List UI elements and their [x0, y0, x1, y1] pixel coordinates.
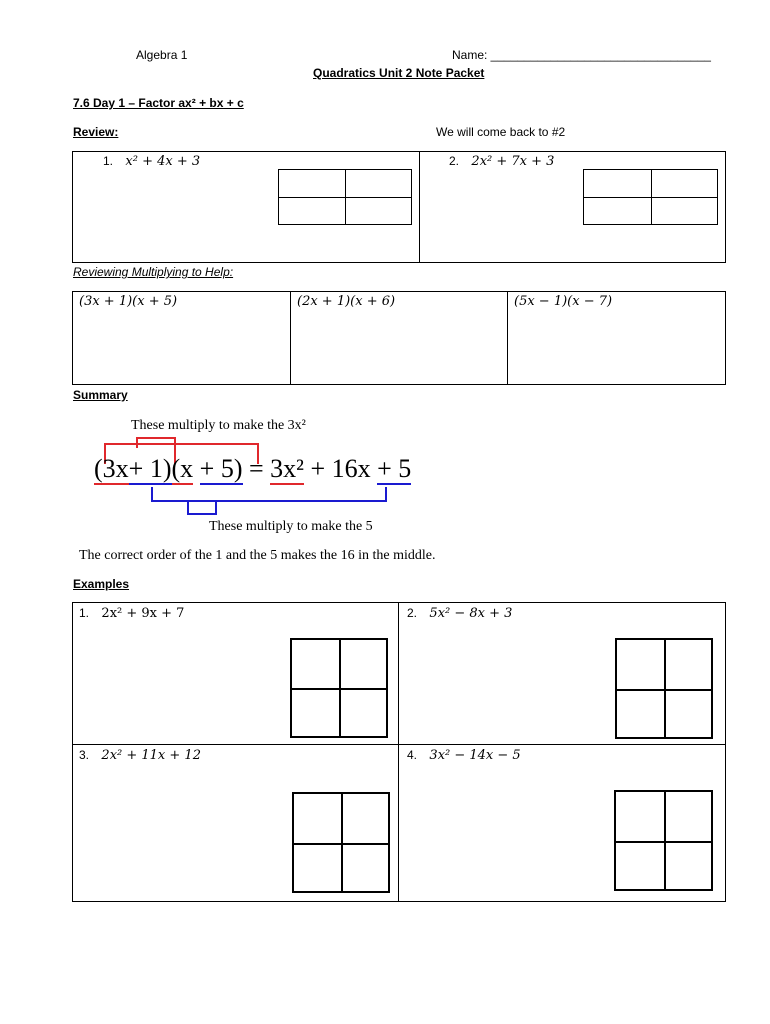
area-model-box[interactable]	[290, 638, 388, 738]
factor-plus-1: + 1)	[128, 454, 172, 483]
examples-heading: Examples	[73, 577, 130, 591]
review-note: We will come back to #2	[436, 125, 566, 139]
term-3x-squared: 3x²	[270, 454, 304, 483]
multiply-cell-1	[72, 291, 291, 385]
summary-top-note: These multiply to make the 3x²	[131, 418, 306, 433]
summary-bottom-note: These multiply to make the 5	[209, 519, 373, 534]
reviewing-multiplying-heading: Reviewing Multiplying to Help:	[73, 265, 234, 279]
example-problem-3: 3. 2x² + 11x + 12	[79, 748, 201, 763]
area-model-box[interactable]	[614, 790, 713, 891]
factor-plus-5: + 5)	[199, 454, 243, 483]
multiply-problem-1: (3x + 1)(x + 5)	[79, 294, 178, 309]
area-model-box[interactable]	[292, 792, 390, 893]
term-5: + 5	[377, 454, 412, 483]
example-cell-4	[398, 744, 726, 902]
multiply-cell-2	[290, 291, 508, 385]
example-problem-2: 2. 5x² − 8x + 3	[407, 606, 513, 621]
course-name: Algebra 1	[136, 48, 188, 62]
review-heading: Review:	[73, 125, 119, 139]
example-cell-2	[398, 602, 726, 745]
term-16x: + 16x	[310, 454, 371, 483]
review-problem-2: 2. 2x² + 7x + 3	[449, 154, 555, 169]
lesson-title: 7.6 Day 1 – Factor ax² + bx + c	[73, 96, 244, 110]
example-problem-1: 1. 2x² + 9x + 7	[79, 606, 185, 621]
factor-3x: (3x	[94, 454, 129, 483]
review-problem-1: 1. x² + 4x + 3	[103, 154, 201, 169]
area-model-box[interactable]	[615, 638, 713, 739]
summary-equation	[94, 454, 411, 484]
multiply-cell-3	[507, 291, 726, 385]
review-cell-2	[419, 151, 726, 263]
summary-heading: Summary	[73, 388, 128, 402]
factor-x: (x	[171, 454, 194, 483]
packet-title: Quadratics Unit 2 Note Packet	[313, 66, 485, 80]
summary-conclusion: The correct order of the 1 and the 5 makes the 16 in the middle.	[79, 548, 436, 563]
review-cell-1	[72, 151, 420, 263]
multiply-problem-3: (5x − 1)(x − 7)	[514, 294, 613, 309]
example-problem-4: 4. 3x² − 14x − 5	[407, 748, 521, 763]
multiply-problem-2: (2x + 1)(x + 6)	[297, 294, 396, 309]
area-model-box[interactable]	[583, 169, 718, 225]
area-model-box[interactable]	[278, 169, 412, 225]
example-cell-3	[72, 744, 399, 902]
name-field[interactable]: Name: _________________________________	[452, 48, 711, 62]
equals-sign: =	[249, 454, 264, 483]
example-cell-1	[72, 602, 399, 745]
